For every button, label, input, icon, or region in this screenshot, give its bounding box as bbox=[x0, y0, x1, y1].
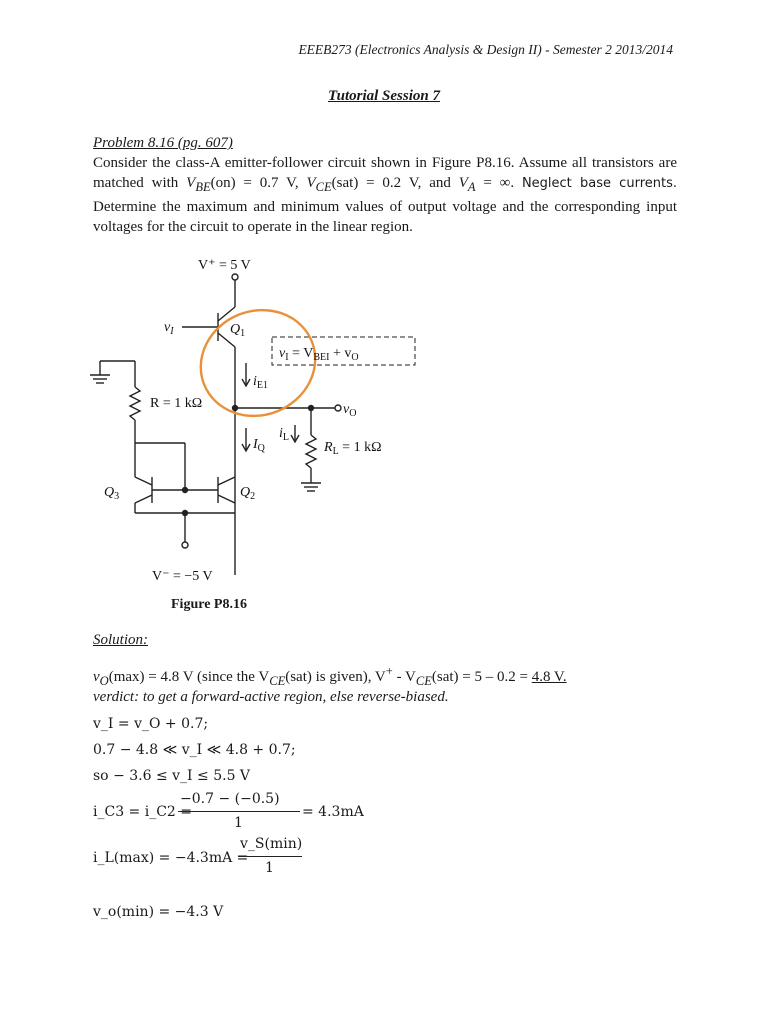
equation-3: so − 3.6 ≤ v_I ≤ 5.5 V bbox=[93, 768, 251, 784]
q2-sub: 2 bbox=[250, 491, 256, 502]
equation-4-denominator: 1 bbox=[234, 815, 243, 831]
figure-caption: Figure P8.16 bbox=[171, 597, 247, 612]
node-dot bbox=[183, 488, 188, 493]
vbe-value: (on) = 0.7 V, bbox=[210, 175, 307, 191]
vplus-label: V⁺ = 5 V bbox=[198, 258, 251, 273]
line1-part-c: (sat) is given), V bbox=[285, 669, 386, 685]
va-sub: A bbox=[467, 180, 476, 194]
vo-symbol: v bbox=[93, 669, 100, 685]
q3-collector bbox=[135, 477, 152, 485]
annotation-vbe-sub: BEI bbox=[313, 352, 330, 363]
vce-sub: CE bbox=[315, 180, 332, 194]
neglect-base-note: Neglect base currents. bbox=[521, 176, 677, 191]
vo-terminal bbox=[335, 405, 341, 411]
course-header: EEEB273 (Electronics Analysis & Design II) - Semester 2 2013/2014 bbox=[298, 42, 673, 57]
q3-sub: 3 bbox=[114, 491, 120, 502]
il-label: i bbox=[279, 426, 283, 441]
annotation-vi-sub: I bbox=[285, 352, 289, 363]
equation-5-numerator: v_S(min) bbox=[240, 836, 303, 852]
equation-2: 0.7 − 4.8 ≪ v_I ≪ 4.8 + 0.7; bbox=[93, 742, 296, 758]
svg-text:Q3 bbox=[104, 485, 119, 502]
equation-5-lhs: i_L(max) = −4.3mA = bbox=[93, 850, 249, 866]
vplus-terminal bbox=[232, 274, 238, 280]
line1-part-b: (max) = 4.8 V (since the V bbox=[108, 669, 270, 685]
equation-4-numerator: −0.7 − (−0.5) bbox=[180, 791, 280, 807]
equation-5-fraction-bar bbox=[238, 856, 302, 857]
equation-4-lhs: i_C3 = i_C2 = bbox=[93, 804, 193, 820]
vce-symbol: V bbox=[306, 175, 316, 191]
q3-emitter bbox=[135, 495, 152, 503]
vi-label: v bbox=[164, 320, 171, 335]
va-symbol: V bbox=[458, 175, 468, 191]
page-title: Tutorial Session 7 bbox=[328, 88, 440, 104]
problem-heading: Problem 8.16 (pg. 607) bbox=[93, 135, 233, 151]
svg-text:Q2 bbox=[240, 485, 255, 502]
statement-text-1: Consider the class-A emitter-follower circuit shown in Figure P8.16. Assume all transistors are matched with bbox=[93, 155, 677, 191]
il-sub: L bbox=[282, 432, 289, 443]
svg-text:iL bbox=[279, 426, 289, 443]
verdict-line: verdict: to get a forward-active region, else reverse-biased. bbox=[93, 689, 449, 705]
vminus-label: V⁻ = −5 V bbox=[152, 569, 213, 584]
node-dot bbox=[233, 406, 238, 411]
equation-5-denominator: 1 bbox=[265, 860, 274, 876]
problem-statement bbox=[93, 153, 677, 237]
vbe-sub: BE bbox=[195, 180, 211, 194]
line1-part-e: (sat) = 5 – 0.2 = bbox=[431, 669, 532, 685]
line1-sub-b: CE bbox=[269, 674, 286, 688]
q1-sub: 1 bbox=[240, 328, 246, 339]
vi-sub: I bbox=[170, 326, 174, 337]
vo-label: v bbox=[343, 402, 350, 417]
r-resistor bbox=[130, 387, 140, 420]
svg-text:RL = 1 kΩ bbox=[323, 440, 381, 457]
equation-4-rhs: = 4.3mA bbox=[302, 804, 364, 820]
iq-label: I bbox=[253, 437, 258, 452]
vminus-terminal bbox=[182, 542, 188, 548]
annotation-vbe: = V bbox=[288, 346, 314, 361]
svg-text:vI = VBEI + vO bbox=[279, 346, 359, 363]
equation-1: v_I = v_O + 0.7; bbox=[93, 716, 209, 732]
annotation-vo: + v bbox=[329, 346, 352, 361]
annotation-vo-sub: O bbox=[351, 352, 359, 363]
svg-text:vI bbox=[164, 320, 174, 337]
vbe-symbol: V bbox=[186, 175, 196, 191]
vo-sub: O bbox=[349, 408, 357, 419]
rl-label: R bbox=[324, 440, 333, 455]
rl-resistor bbox=[306, 435, 316, 468]
line1-sup-c: + bbox=[385, 664, 393, 678]
q1-label: Q bbox=[230, 322, 241, 337]
va-value: = ∞. bbox=[475, 175, 522, 191]
vce-value: (sat) = 0.2 V, and bbox=[331, 175, 459, 191]
q3-label: Q bbox=[104, 485, 115, 500]
equation-4-fraction-bar bbox=[178, 811, 300, 812]
circuit-diagram bbox=[90, 245, 490, 595]
statement-text-2: Determine the maximum and minimum values of output voltage and the corresponding input voltages for the circuit to operate in the linear region. bbox=[93, 199, 677, 235]
vo-symbol-sub: O bbox=[99, 674, 109, 688]
rl-value: = 1 kΩ bbox=[338, 440, 382, 455]
q2-label: Q bbox=[240, 485, 251, 500]
annotation-vi: v bbox=[279, 346, 286, 361]
rl-sub: L bbox=[332, 446, 339, 457]
line1-sub-d: CE bbox=[415, 674, 432, 688]
q2-collector bbox=[218, 477, 235, 485]
svg-text:Q1 bbox=[230, 322, 245, 339]
equation-6: v_o(min) = −4.3 V bbox=[93, 904, 224, 920]
svg-text:IQ bbox=[252, 437, 266, 454]
svg-text:vO bbox=[343, 402, 356, 419]
highlight-ellipse bbox=[185, 293, 332, 433]
solution-heading: Solution: bbox=[93, 632, 148, 648]
vmax-result: 4.8 V. bbox=[531, 669, 567, 685]
solution-line-1 bbox=[93, 664, 567, 689]
q2-emitter bbox=[218, 495, 235, 503]
ie1-label: i bbox=[253, 374, 257, 389]
iq-sub: Q bbox=[257, 443, 265, 454]
r-label: R = 1 kΩ bbox=[150, 396, 203, 411]
line1-part-d: - V bbox=[392, 669, 416, 685]
svg-text:iE1 bbox=[253, 374, 268, 391]
ie1-sub: E1 bbox=[256, 380, 268, 391]
